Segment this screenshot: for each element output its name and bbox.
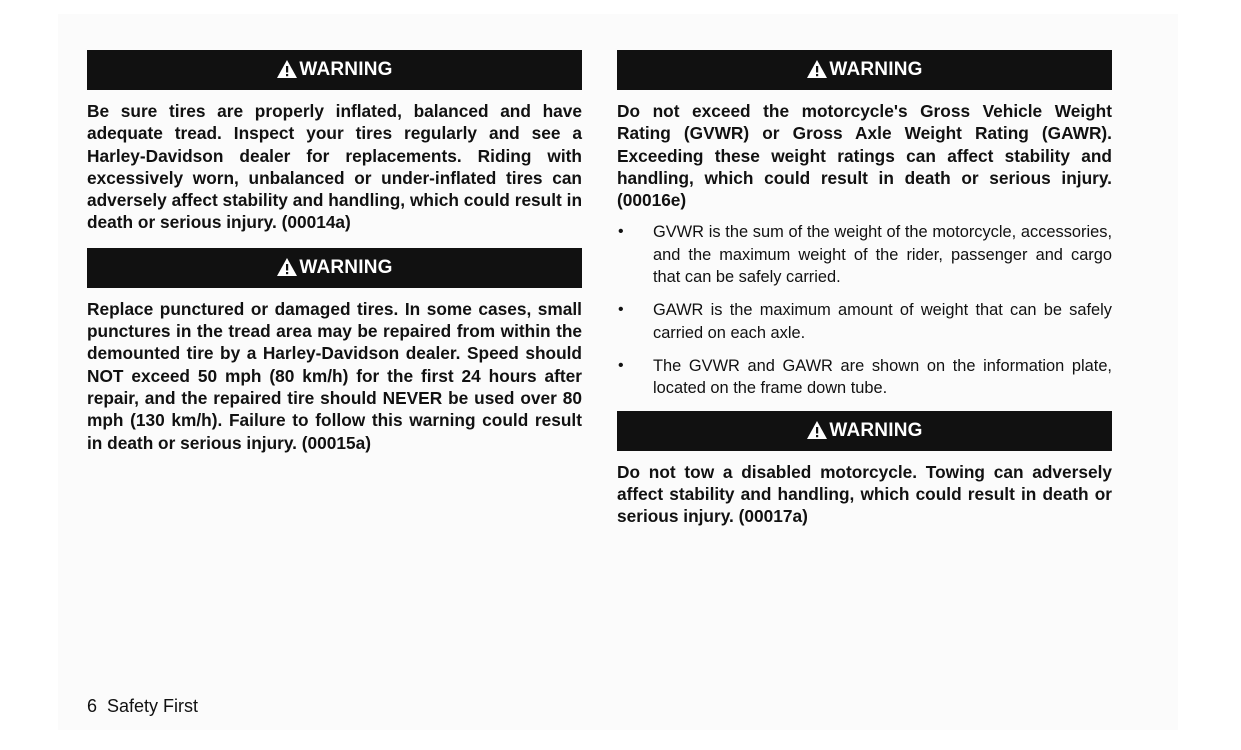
bullet-icon: • <box>618 223 624 241</box>
warning-text: Do not tow a disabled motorcycle. Towing can adversely affect stability and handling, which could result in death or serious injury. (00017a) <box>617 461 1112 527</box>
warning-title: WARNING <box>299 256 393 278</box>
warning-text: Replace punctured or damaged tires. In some cases, small punctures in the tread area may be repaired from within the demounted tire by a Harley-Davidson dealer. Speed should NOT exceed 50 mph (80 km/h) for the first 24 hours after repair, and the repaired tire should NEVER be used over 80 mph (130 km/h). Failure to follow this warning could result in death or serious injury. (00015a) <box>87 298 582 453</box>
bullet-icon: • <box>618 356 624 374</box>
warning-triangle-icon <box>276 257 298 277</box>
warning-header <box>87 248 582 288</box>
warning-text: Be sure tires are properly inflated, balanced and have adequate tread. Inspect your tires regularly and see a Harley-Davidson dealer for replacements. Riding with excessively worn, unbalanced or under-inflated tires can adversely affect stability and handling, which could result in death or serious injury. (00014a) <box>87 101 582 233</box>
warning-header <box>87 50 582 90</box>
page-footer <box>87 696 198 717</box>
left-column <box>87 50 582 454</box>
manual-page <box>58 14 1178 730</box>
bullet-text: GVWR is the sum of the weight of the motorcycle, accessories, and the maximum weight of the rider, passenger and cargo that can be safely carried. <box>653 223 1112 287</box>
page-number: 6 <box>87 696 98 716</box>
bullet-text: The GVWR and GAWR are shown on the information plate, located on the frame down tube. <box>653 356 1112 398</box>
warning-triangle-icon <box>806 420 828 440</box>
list-item <box>617 221 1112 288</box>
bullet-text: GAWR is the maximum amount of weight that can be safely carried on each axle. <box>653 301 1112 342</box>
warning-triangle-icon <box>806 59 828 79</box>
warning-header <box>617 50 1112 90</box>
right-column <box>617 50 1112 527</box>
warning-title: WARNING <box>829 59 923 80</box>
warning-title: WARNING <box>829 419 923 441</box>
warning-title: WARNING <box>299 59 393 80</box>
bullet-icon: • <box>618 301 624 319</box>
warning-text: Do not exceed the motorcycle's Gross Vehicle Weight Rating (GVWR) or Gross Axle Weight Rating (GAWR). Exceeding these weight ratings can affect stability and handling, which could result in death or serious injury. (00016e) <box>617 101 1112 211</box>
list-item <box>617 299 1112 344</box>
list-item <box>617 355 1112 400</box>
section-title: Safety First <box>107 696 199 716</box>
warning-triangle-icon <box>276 59 298 79</box>
warning-header <box>617 411 1112 451</box>
bullet-list <box>617 221 1112 399</box>
